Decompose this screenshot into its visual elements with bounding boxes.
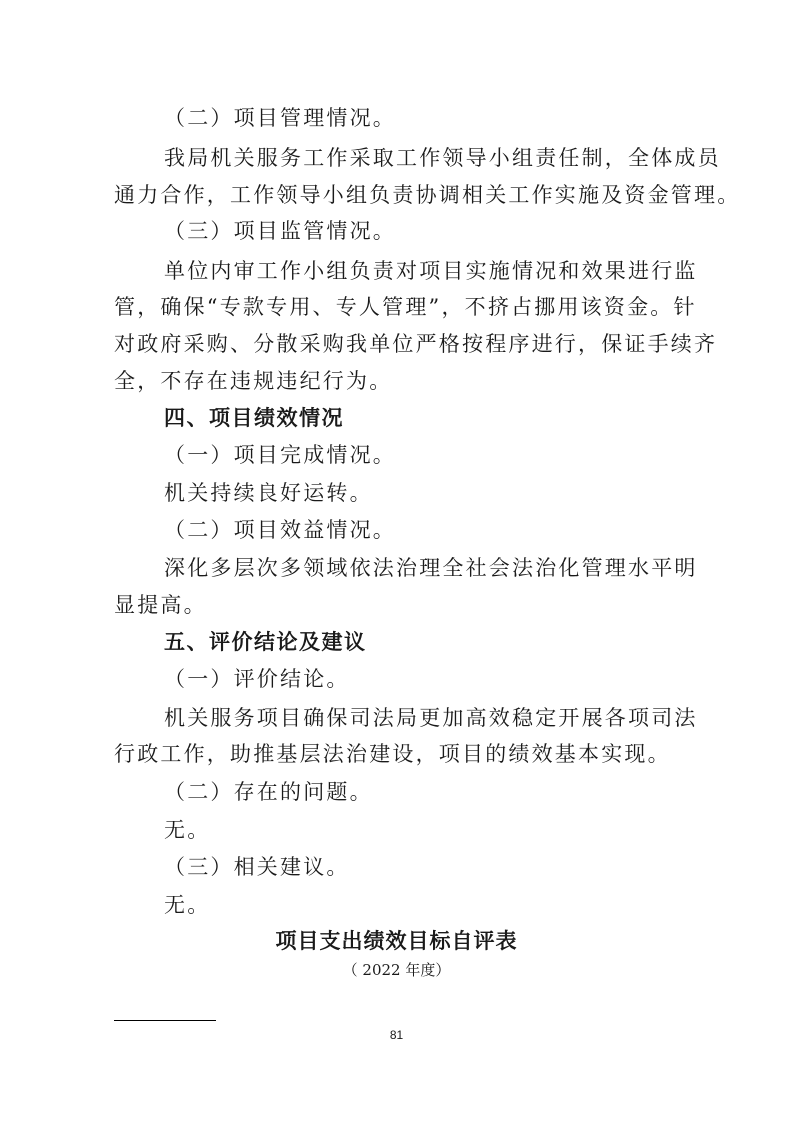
table-year: （ 2022 年度）	[342, 961, 451, 979]
paragraph-line: 管，确保“专款专用、专人管理”，不挤占挪用该资金。针	[114, 295, 697, 319]
paragraph-line: 机关服务项目确保司法局更加高效稳定开展各项司法	[164, 706, 698, 730]
paragraph-line: 深化多层次多领域依法治理全社会法治化管理水平明	[164, 556, 698, 580]
paragraph-line: 对政府采购、分散采购我单位严格按程序进行，保证手续齐	[114, 332, 718, 356]
page-number: 81	[389, 1028, 404, 1042]
subheading-project-supervision: （三）项目监管情况。	[164, 219, 396, 243]
section-heading-performance: 四、项目绩效情况	[164, 406, 344, 430]
paragraph-line: 通力合作，工作领导小组负责协调相关工作实施及资金管理。	[114, 183, 741, 207]
paragraph-line: 行政工作，助推基层法治建设，项目的绩效基本实现。	[114, 742, 671, 766]
table-title: 项目支出绩效目标自评表	[275, 929, 518, 953]
subheading-evaluation-conclusion: （一）评价结论。	[164, 667, 350, 691]
subheading-project-management: （二）项目管理情况。	[164, 106, 396, 130]
paragraph-line: 单位内审工作小组负责对项目实施情况和效果进行监	[164, 259, 698, 283]
paragraph-line: 无。	[164, 893, 211, 917]
paragraph-line: 机关持续良好运转。	[164, 481, 373, 505]
section-heading-conclusion: 五、评价结论及建议	[164, 630, 367, 654]
subheading-suggestions: （三）相关建议。	[164, 855, 350, 879]
subheading-completion: （一）项目完成情况。	[164, 443, 396, 467]
subheading-problems: （二）存在的问题。	[164, 780, 373, 804]
paragraph-line: 显提高。	[114, 593, 207, 617]
paragraph-line: 我局机关服务工作采取工作领导小组责任制，全体成员	[164, 146, 721, 170]
footnote-divider	[114, 1020, 216, 1021]
subheading-benefit: （二）项目效益情况。	[164, 518, 396, 542]
paragraph-line: 全，不存在违规违纪行为。	[114, 369, 393, 393]
paragraph-line: 无。	[164, 818, 211, 842]
